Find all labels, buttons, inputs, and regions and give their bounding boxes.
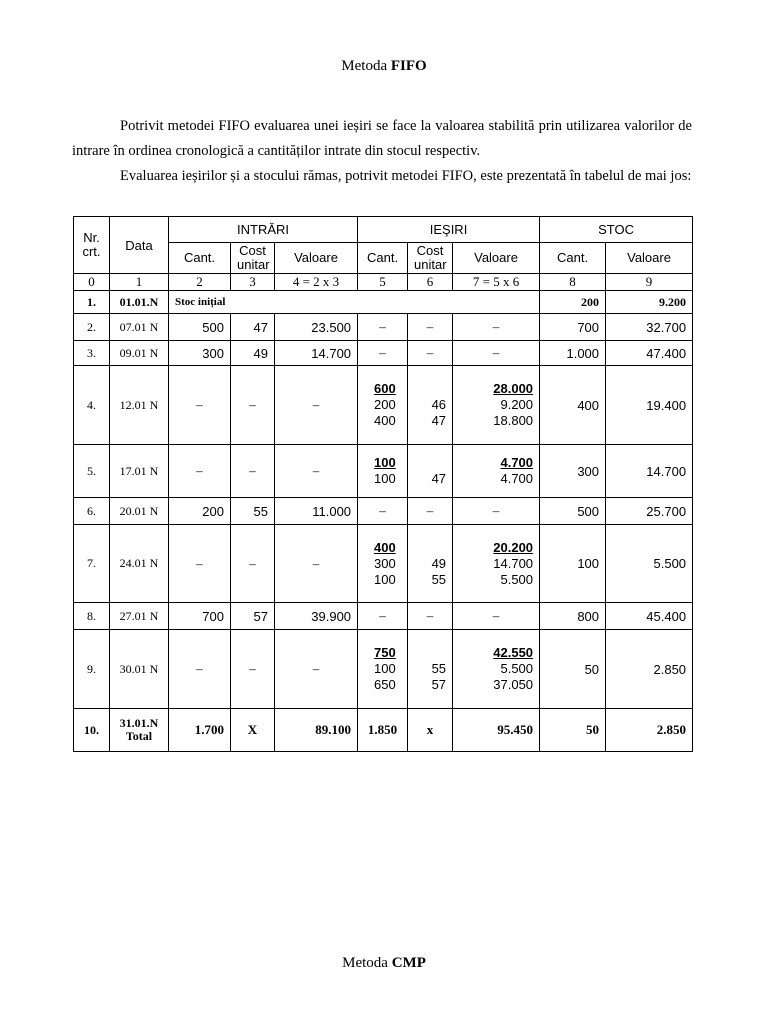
intrari-valoare: 11.000	[275, 498, 358, 525]
row-nr: 1.	[74, 291, 110, 314]
iesiri-cant: 1.850	[358, 709, 408, 752]
row-nr: 6.	[74, 498, 110, 525]
index-cell: 6	[408, 274, 453, 291]
iesiri-cant-total: 600	[374, 381, 396, 396]
iesiri-cost-lot: 55	[431, 571, 447, 587]
intrari-cant: –	[169, 630, 231, 709]
header-iesiri: IEŞIRI	[358, 217, 540, 243]
row-date: 30.01 N	[110, 630, 169, 709]
iesiri-valoare-lot: 37.050	[493, 677, 534, 692]
intrari-cant: –	[169, 366, 231, 445]
fifo-table	[73, 216, 693, 752]
iesiri-valoare: –	[453, 341, 540, 366]
iesiri-cant: –	[358, 498, 408, 525]
intrari-cost: –	[231, 630, 275, 709]
iesiri-valoare-lot: 4.700	[500, 471, 534, 486]
iesiri-cant-total: 400	[374, 539, 396, 555]
iesiri-cant-total: 750	[374, 645, 396, 660]
row-nr: 5.	[74, 445, 110, 498]
row-date: 01.01.N	[110, 291, 169, 314]
intrari-cant: 200	[169, 498, 231, 525]
stoc-valoare: 45.400	[606, 603, 693, 630]
intrari-valoare: –	[275, 445, 358, 498]
index-cell: 4 = 2 x 3	[275, 274, 358, 291]
stoc-cant: 300	[540, 445, 606, 498]
row-nr: 8.	[74, 603, 110, 630]
stoc-cant: 50	[540, 709, 606, 752]
stoc-valoare: 2.850	[606, 630, 693, 709]
iesiri-cant	[358, 445, 408, 498]
stoc-valoare: 32.700	[606, 314, 693, 341]
header-stoc: STOC	[540, 217, 693, 243]
header-intrari-valoare: Valoare	[275, 243, 358, 274]
stoc-cant: 200	[540, 291, 606, 314]
stoc-cant: 1.000	[540, 341, 606, 366]
header-intrari-cant: Cant.	[169, 243, 231, 274]
index-row	[74, 274, 693, 291]
intrari-cost: 47	[231, 314, 275, 341]
intrari-valoare: 89.100	[275, 709, 358, 752]
iesiri-valoare	[453, 445, 540, 498]
iesiri-cant: –	[358, 603, 408, 630]
row-date-value: 31.01.N	[119, 716, 159, 730]
iesiri-cost: –	[408, 498, 453, 525]
stoc-valoare: 14.700	[606, 445, 693, 498]
table-row-total	[74, 709, 693, 752]
stoc-cant: 800	[540, 603, 606, 630]
page-title: Metoda FIFO	[341, 58, 427, 74]
header-data: Data	[110, 217, 169, 274]
next-section-title: Metoda CMP	[342, 955, 426, 971]
table-row	[74, 291, 693, 314]
index-cell: 8	[540, 274, 606, 291]
row-date: 07.01 N	[110, 314, 169, 341]
iesiri-valoare	[453, 366, 540, 445]
stoc-valoare: 9.200	[606, 291, 693, 314]
iesiri-cant-total: 100	[374, 455, 396, 470]
row-date	[110, 709, 169, 752]
index-cell: 2	[169, 274, 231, 291]
intrari-valoare: –	[275, 366, 358, 445]
index-cell: 1	[110, 274, 169, 291]
iesiri-cant-lot: 100	[374, 661, 396, 676]
iesiri-cost: –	[408, 314, 453, 341]
intrari-valoare: –	[275, 630, 358, 709]
iesiri-cant: –	[358, 341, 408, 366]
header-intrari-cost: Cost unitar	[231, 243, 275, 274]
paragraph-intro: Potrivit metodei FIFO evaluarea unei ieșiri se face la valoarea stabilită prin utilizarea valorilor de intrare în ordinea cronologică a cantităților intrate din stocul respectiv.	[72, 118, 692, 159]
iesiri-valoare-total: 4.700	[500, 455, 534, 470]
iesiri-cost-lot: 55	[431, 661, 447, 676]
row-nr: 3.	[74, 341, 110, 366]
row-nr: 7.	[74, 525, 110, 603]
iesiri-cant-lot: 400	[374, 413, 396, 428]
intrari-cost: 57	[231, 603, 275, 630]
intrari-cost: 55	[231, 498, 275, 525]
iesiri-valoare: –	[453, 314, 540, 341]
iesiri-cost-lot: 57	[431, 677, 447, 692]
intrari-cant: –	[169, 525, 231, 603]
row-date: 09.01 N	[110, 341, 169, 366]
intrari-cost: –	[231, 445, 275, 498]
stoc-valoare: 25.700	[606, 498, 693, 525]
row-date: 27.01 N	[110, 603, 169, 630]
iesiri-valoare-lot: 5.500	[500, 571, 534, 587]
table-row	[74, 341, 693, 366]
iesiri-cant-lot: 200	[374, 397, 396, 412]
row-nr: 4.	[74, 366, 110, 445]
intrari-cant: –	[169, 445, 231, 498]
iesiri-cant	[358, 525, 408, 603]
stoc-cant: 500	[540, 498, 606, 525]
row-nr: 2.	[74, 314, 110, 341]
intrari-cost: –	[231, 366, 275, 445]
intrari-cant: 1.700	[169, 709, 231, 752]
index-cell: 5	[358, 274, 408, 291]
iesiri-cant-lot: 100	[374, 471, 396, 486]
iesiri-cost-lot: 47	[431, 413, 447, 428]
iesiri-cost	[408, 630, 453, 709]
table-row	[74, 525, 693, 603]
table-row	[74, 603, 693, 630]
iesiri-valoare	[453, 525, 540, 603]
iesiri-valoare: 95.450	[453, 709, 540, 752]
row-nr: 9.	[74, 630, 110, 709]
stoc-valoare: 19.400	[606, 366, 693, 445]
intrari-cant: 500	[169, 314, 231, 341]
header-iesiri-cant: Cant.	[358, 243, 408, 274]
index-cell: 7 = 5 x 6	[453, 274, 540, 291]
header-intrari: INTRĂRI	[169, 217, 358, 243]
intrari-cant: 300	[169, 341, 231, 366]
iesiri-cost: –	[408, 603, 453, 630]
iesiri-cost	[408, 445, 453, 498]
table-row	[74, 630, 693, 709]
iesiri-cost-lot: 49	[431, 555, 447, 571]
stoc-cant: 100	[540, 525, 606, 603]
intrari-cant: 700	[169, 603, 231, 630]
iesiri-cost-lot: 46	[431, 397, 447, 412]
stoc-valoare: 47.400	[606, 341, 693, 366]
header-nr: Nr. crt.	[74, 217, 110, 274]
iesiri-valoare-total: 20.200	[493, 539, 534, 555]
intrari-cost: –	[231, 525, 275, 603]
iesiri-valoare-lot: 5.500	[500, 661, 534, 676]
iesiri-cost	[408, 366, 453, 445]
iesiri-cant-lot: 300	[374, 555, 396, 571]
iesiri-cost: –	[408, 341, 453, 366]
iesiri-cost	[408, 525, 453, 603]
iesiri-valoare-total: 42.550	[493, 645, 534, 660]
header-iesiri-valoare: Valoare	[453, 243, 540, 274]
intrari-cost: X	[231, 709, 275, 752]
row-total-label: Total	[125, 729, 153, 743]
iesiri-valoare: –	[453, 498, 540, 525]
table-row	[74, 445, 693, 498]
iesiri-cant-lot: 650	[374, 677, 396, 692]
intrari-valoare: 23.500	[275, 314, 358, 341]
stoc-cant: 700	[540, 314, 606, 341]
stoc-cant: 50	[540, 630, 606, 709]
paragraph-table-intro: Evaluarea ieșirilor și a stocului rămas, potrivit metodei FIFO, este prezentată în tabelul de mai jos:	[120, 168, 692, 184]
iesiri-cost-lot: 47	[431, 471, 447, 486]
table-row	[74, 498, 693, 525]
iesiri-cant-lot: 100	[374, 571, 396, 587]
iesiri-valoare-lot: 9.200	[500, 397, 534, 412]
stoc-cant: 400	[540, 366, 606, 445]
header-stoc-cant: Cant.	[540, 243, 606, 274]
table-row	[74, 366, 693, 445]
intrari-valoare: –	[275, 525, 358, 603]
iesiri-cant	[358, 366, 408, 445]
header-stoc-valoare: Valoare	[606, 243, 693, 274]
intrari-cost: 49	[231, 341, 275, 366]
intrari-valoare: 39.900	[275, 603, 358, 630]
index-cell: 9	[606, 274, 693, 291]
index-cell: 0	[74, 274, 110, 291]
iesiri-cant	[358, 630, 408, 709]
row-date: 20.01 N	[110, 498, 169, 525]
stoc-valoare: 2.850	[606, 709, 693, 752]
row-nr: 10.	[74, 709, 110, 752]
iesiri-cant: –	[358, 314, 408, 341]
row-date: 12.01 N	[110, 366, 169, 445]
iesiri-valoare-lot: 18.800	[493, 413, 534, 428]
iesiri-valoare: –	[453, 603, 540, 630]
intrari-valoare: 14.700	[275, 341, 358, 366]
header-row-1	[74, 217, 693, 243]
iesiri-valoare	[453, 630, 540, 709]
table-row	[74, 314, 693, 341]
stoc-valoare: 5.500	[606, 525, 693, 603]
iesiri-valoare-total: 28.000	[493, 381, 534, 396]
header-iesiri-cost: Cost unitar	[408, 243, 453, 274]
iesiri-cost: x	[408, 709, 453, 752]
iesiri-valoare-lot: 14.700	[493, 555, 534, 571]
index-cell: 3	[231, 274, 275, 291]
row-label: Stoc inițial	[169, 291, 540, 314]
row-date: 17.01 N	[110, 445, 169, 498]
row-date: 24.01 N	[110, 525, 169, 603]
